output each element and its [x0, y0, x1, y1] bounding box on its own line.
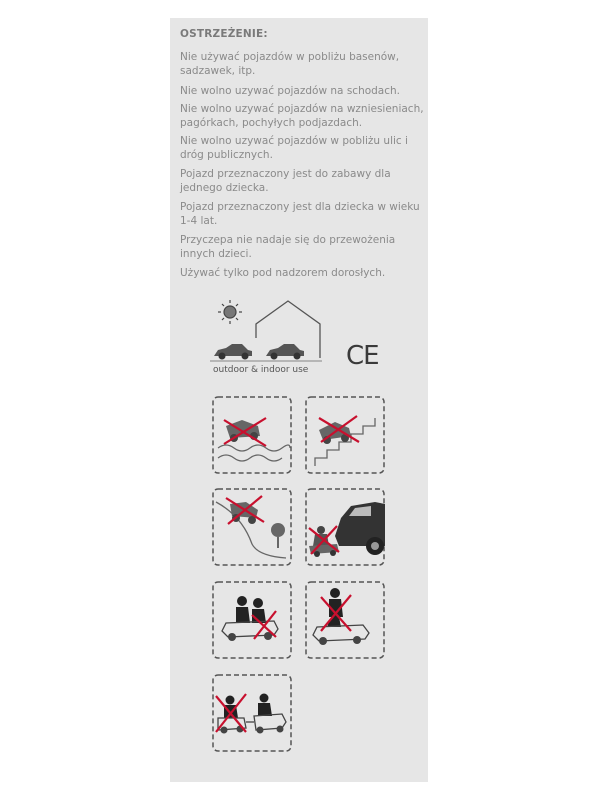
pictogram-no-standing — [305, 581, 385, 659]
warning-item: Używać tylko pod nadzorem dorosłych. — [180, 267, 386, 279]
usage-caption: outdoor & indoor use — [213, 365, 309, 375]
car-indoor-icon — [266, 344, 304, 360]
warning-panel — [170, 18, 428, 782]
no-road-icon — [305, 488, 385, 566]
no-water-icon — [212, 396, 292, 474]
no-standing-icon — [305, 581, 385, 659]
ce-mark: CE — [346, 341, 379, 371]
no-stairs-icon — [305, 396, 385, 474]
pictogram-no-slope — [212, 488, 292, 566]
warning-item: Przyczepa nie nadaje się do przewożenia innych dzieci. — [180, 234, 396, 260]
warning-title: OSTRZEŻENIE: — [180, 28, 268, 40]
warning-item: Pojazd przeznaczony jest dla dziecka w wieku 1-4 lat. — [180, 201, 420, 227]
pictogram-no-water — [212, 396, 292, 474]
car-outdoor-icon — [214, 344, 252, 360]
pictogram-no-two-riders — [212, 581, 292, 659]
warning-item: Nie wolno uzywać pojazdów na wzniesieniach, pagórkach, pochyłych podjazdach. — [180, 103, 424, 129]
no-trailer-passenger-icon — [212, 674, 292, 752]
pictogram-no-road — [305, 488, 385, 566]
pictogram-no-trailer-passenger — [212, 674, 292, 752]
warning-item: Nie wolno uzywać pojazdów na schodach. — [180, 85, 401, 97]
no-two-riders-icon — [212, 581, 292, 659]
pictogram-no-stairs — [305, 396, 385, 474]
outdoor-indoor-illustration — [210, 298, 330, 364]
warning-item: Nie używać pojazdów w pobliżu basenów, sadzawek, itp. — [180, 51, 400, 77]
warning-item: Nie wolno uzywać pojazdów w pobliżu ulic i dróg publicznych. — [180, 135, 408, 161]
warning-item: Pojazd przeznaczony jest do zabawy dla jednego dziecka. — [180, 168, 391, 194]
no-slope-icon — [212, 488, 292, 566]
sun-icon — [218, 300, 242, 324]
